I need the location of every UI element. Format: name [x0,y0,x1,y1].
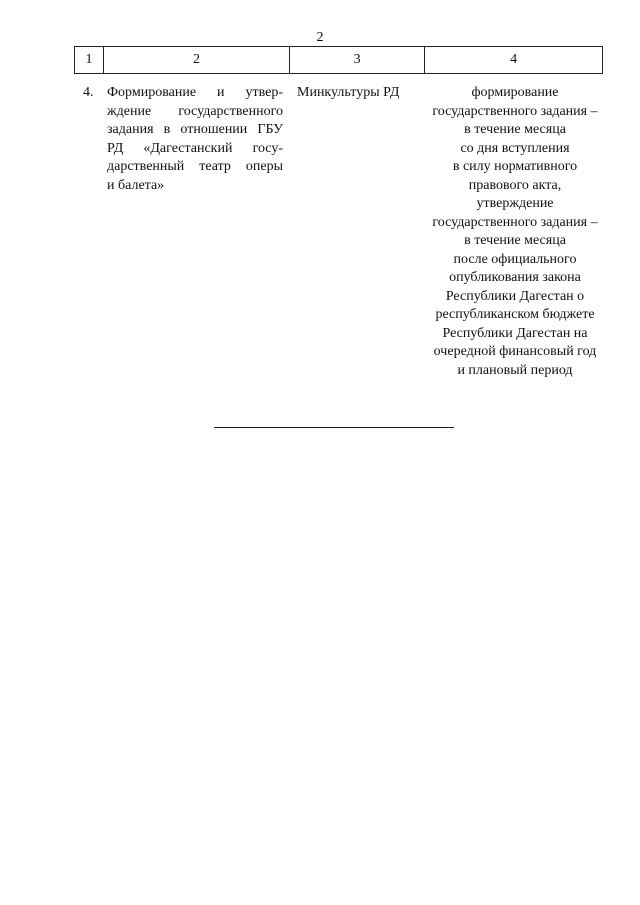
deadline-line: со дня вступления [460,140,570,156]
closing-rule [214,427,454,428]
page-number: 2 [316,30,324,45]
deadline-line: очередной финансовый год [433,344,597,359]
deadline-line: республиканском бюджете [435,307,595,322]
deadline-line: государственного задания – [432,214,598,230]
deadline-line: в течение месяца [464,233,566,248]
task-description [107,84,283,195]
task-line: ждение государственного [107,103,283,119]
task-line: дарственный театр оперы [107,159,283,174]
deadline-line: в течение месяца [464,122,566,137]
deadline-line: в силу нормативного [452,159,578,174]
header-cell-1: 1 [75,47,104,74]
task-line: Формирование и утвер- [107,85,283,100]
task-line: задания в отношении ГБУ [107,122,283,137]
deadline-line: государственного задания – [432,103,598,119]
deadline-line: утверждение [476,196,554,211]
deadline-line: правового акта, [468,177,562,193]
task-line: РД «Дагестанский госу- [107,140,283,156]
header-cell-3: 3 [289,47,425,74]
responsible-body: Минкультуры РД [297,85,400,100]
header-cell-2: 2 [104,47,290,74]
task-line: и балета» [107,177,165,193]
header-cell-4: 4 [425,47,603,74]
deadline-line: Республики Дагестан о [445,288,585,304]
deadline-line: опубликования закона [449,270,581,285]
deadline-line: Республики Дагестан на [442,325,588,341]
deadline-description [420,84,610,380]
header-table [74,46,603,74]
row-number: 4. [83,85,94,100]
deadline-line: после официального [453,251,577,267]
deadline-line: формирование [471,85,559,100]
deadline-line: и плановый период [457,362,573,378]
header-row [75,47,603,74]
